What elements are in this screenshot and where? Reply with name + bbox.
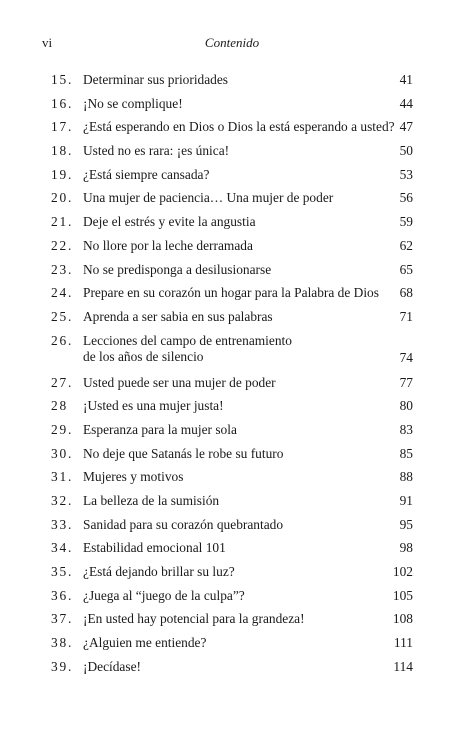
toc-entry-title	[83, 493, 385, 509]
toc-entry-page-number: 56	[399, 190, 413, 206]
toc-entry-number: 32.	[51, 493, 74, 508]
page-header	[42, 35, 422, 55]
toc-entry	[51, 214, 413, 238]
toc-entry-title-line: ¡Decídase!	[83, 658, 141, 674]
toc-entry-title	[83, 309, 385, 325]
toc-entry-number: 33.	[51, 516, 74, 532]
toc-entry-page-number: 111	[393, 635, 413, 651]
toc-entry	[51, 333, 413, 375]
toc-entry-number: 15.	[51, 72, 74, 87]
toc-entry-title	[83, 469, 385, 485]
toc-entry-number: 21.	[51, 214, 74, 230]
toc-entry-title-line: ¡Usted es una mujer justa!	[83, 398, 224, 414]
toc-entry	[51, 422, 413, 446]
toc-entry-number: 38.	[51, 635, 74, 651]
toc-entry-title	[83, 214, 385, 230]
toc-entry-title	[83, 564, 385, 580]
toc-entry-title	[83, 72, 385, 88]
toc-entry-title-line: Mujeres y motivos	[83, 469, 184, 485]
toc-entry-page-number: 68	[399, 285, 413, 301]
toc-entry-number: 36.	[51, 587, 74, 603]
toc-entry	[51, 398, 413, 422]
toc-entry	[51, 285, 413, 309]
page-folio: vi	[42, 35, 53, 50]
toc-entry-number: 30.	[51, 445, 74, 461]
toc-entry-number: 35.	[51, 564, 74, 580]
toc-entry	[51, 588, 413, 612]
toc-entry-title	[83, 422, 385, 438]
toc-entry-page-number: 91	[399, 493, 413, 508]
toc-entry-title-line: Estabilidad emocional 101	[83, 540, 226, 556]
toc-entry-number: 22.	[51, 237, 74, 253]
toc-entry-title-line: No llore por la leche derramada	[83, 237, 253, 253]
toc-entry-title-line: ¿Está dejando brillar su luz?	[83, 564, 235, 580]
toc-entry	[51, 167, 413, 191]
toc-entry-title-line: Esperanza para la mujer sola	[83, 421, 237, 437]
toc-entry-number: 31.	[51, 469, 74, 485]
toc-entry-page-number: 50	[399, 143, 413, 159]
toc-entry-title-line: No se predisponga a desilusionarse	[83, 261, 272, 277]
toc-entry-title	[83, 143, 385, 159]
toc-entry	[51, 143, 413, 167]
toc-entry-title-line: Usted no es rara: ¡es única!	[83, 143, 230, 159]
toc-entry-title	[83, 659, 385, 675]
toc-entry-title-line: No deje que Satanás le robe su futuro	[83, 445, 284, 461]
toc-entry	[51, 375, 413, 399]
toc-entry-title-line: ¿Está esperando en Dios o Dios la está esperando a usted?	[83, 119, 395, 135]
toc-entry	[51, 262, 413, 286]
toc-entry-number: 17.	[51, 119, 74, 135]
toc-entry-number: 28	[51, 398, 68, 414]
toc-entry	[51, 635, 413, 659]
toc-entry-title-line: ¡En usted hay potencial para la grandeza!	[83, 611, 305, 627]
toc-entry-title	[83, 611, 385, 627]
toc-entry-page-number: 41	[399, 72, 413, 87]
toc-entry-page-number: 95	[399, 516, 413, 532]
toc-entry-title	[83, 540, 385, 556]
toc-entry-page-number: 71	[399, 308, 413, 324]
toc-entry-page-number: 88	[399, 469, 413, 485]
toc-entry-title-line: Sanidad para su corazón quebrantado	[83, 516, 284, 532]
toc-entry	[51, 190, 413, 214]
toc-entry-number: 27.	[51, 374, 74, 390]
toc-entry-page-number: 85	[399, 445, 413, 461]
toc-entry-number: 25.	[51, 308, 74, 324]
toc-entry-number: 34.	[51, 540, 74, 556]
toc-entry-page-number: 74	[399, 349, 413, 365]
toc-entry-title	[83, 190, 385, 206]
toc-entry	[51, 446, 413, 470]
toc-entry-title	[83, 398, 385, 414]
toc-entry-page-number: 114	[393, 658, 413, 674]
toc-entry-title	[83, 119, 395, 135]
toc-entry	[51, 238, 413, 262]
toc-entry-page-number: 80	[399, 398, 413, 414]
toc-entry-page-number: 47	[399, 119, 413, 135]
toc-entry-page-number: 98	[399, 540, 413, 556]
toc-entry-title	[83, 375, 385, 391]
toc-entry-number: 29.	[51, 421, 74, 437]
toc-entry-title	[83, 588, 385, 604]
toc-entry	[51, 96, 413, 120]
running-title: Contenido	[204, 35, 260, 50]
toc-entry	[51, 493, 413, 517]
toc-entry-number: 39.	[51, 658, 74, 674]
toc-entry-title-line: ¿Está siempre cansada?	[83, 166, 210, 182]
toc-entry-title	[83, 517, 385, 533]
toc-entry-number: 16.	[51, 95, 74, 111]
toc-entry-number: 24.	[51, 285, 74, 301]
toc-entry-title-line: ¡No se complique!	[83, 95, 183, 111]
toc-entry-title-line: La belleza de la sumisión	[83, 493, 220, 508]
toc-entry-title-line: ¿Alguien me entiende?	[83, 635, 207, 651]
toc-entry-title-line: Determinar sus prioridades	[83, 72, 229, 87]
table-of-contents	[51, 72, 413, 683]
toc-entry	[51, 469, 413, 493]
toc-entry-number: 18.	[51, 143, 74, 159]
toc-entry-page-number: 59	[399, 214, 413, 230]
toc-entry-page-number: 53	[399, 166, 413, 182]
toc-entry-page-number: 108	[392, 611, 413, 627]
toc-entry-number: 26.	[51, 332, 74, 348]
toc-entry	[51, 564, 413, 588]
toc-entry-title-line: Aprenda a ser sabia en sus palabras	[83, 308, 273, 324]
toc-entry-title-line: Lecciones del campo de entrenamiento	[83, 332, 292, 348]
toc-entry-page-number: 65	[399, 261, 413, 277]
toc-entry-title-line: Prepare en su corazón un hogar para la Palabra de Dios	[83, 285, 379, 301]
toc-entry	[51, 309, 413, 333]
toc-entry	[51, 119, 413, 143]
toc-entry-title	[83, 333, 385, 365]
toc-entry	[51, 659, 413, 683]
toc-entry-number: 20.	[51, 190, 74, 206]
toc-entry-title	[83, 262, 385, 278]
toc-entry-page-number: 83	[399, 421, 413, 437]
toc-entry	[51, 72, 413, 96]
toc-entry-page-number: 77	[399, 374, 413, 390]
toc-entry-title-line: Una mujer de paciencia… Una mujer de poder	[83, 190, 334, 206]
toc-entry-title	[83, 167, 385, 183]
toc-entry-page-number: 62	[399, 237, 413, 253]
toc-entry-title	[83, 238, 385, 254]
toc-entry-number: 19.	[51, 166, 74, 182]
toc-entry-title-line-2: de los años de silencio	[83, 348, 204, 364]
toc-entry-title	[83, 446, 385, 462]
toc-entry	[51, 517, 413, 541]
toc-entry-title	[83, 635, 385, 651]
toc-entry	[51, 540, 413, 564]
toc-entry-title-line: ¿Juega al “juego de la culpa”?	[83, 587, 245, 603]
toc-entry-page-number: 102	[392, 564, 413, 580]
toc-entry-title	[83, 285, 385, 301]
toc-entry-title	[83, 96, 385, 112]
toc-entry-title-line: Deje el estrés y evite la angustia	[83, 214, 256, 230]
toc-entry-page-number: 44	[399, 95, 413, 111]
toc-entry	[51, 611, 413, 635]
toc-entry-number: 23.	[51, 261, 74, 277]
toc-entry-number: 37.	[51, 611, 74, 627]
toc-entry-title-line: Usted puede ser una mujer de poder	[83, 374, 276, 390]
toc-entry-page-number: 105	[392, 587, 413, 603]
